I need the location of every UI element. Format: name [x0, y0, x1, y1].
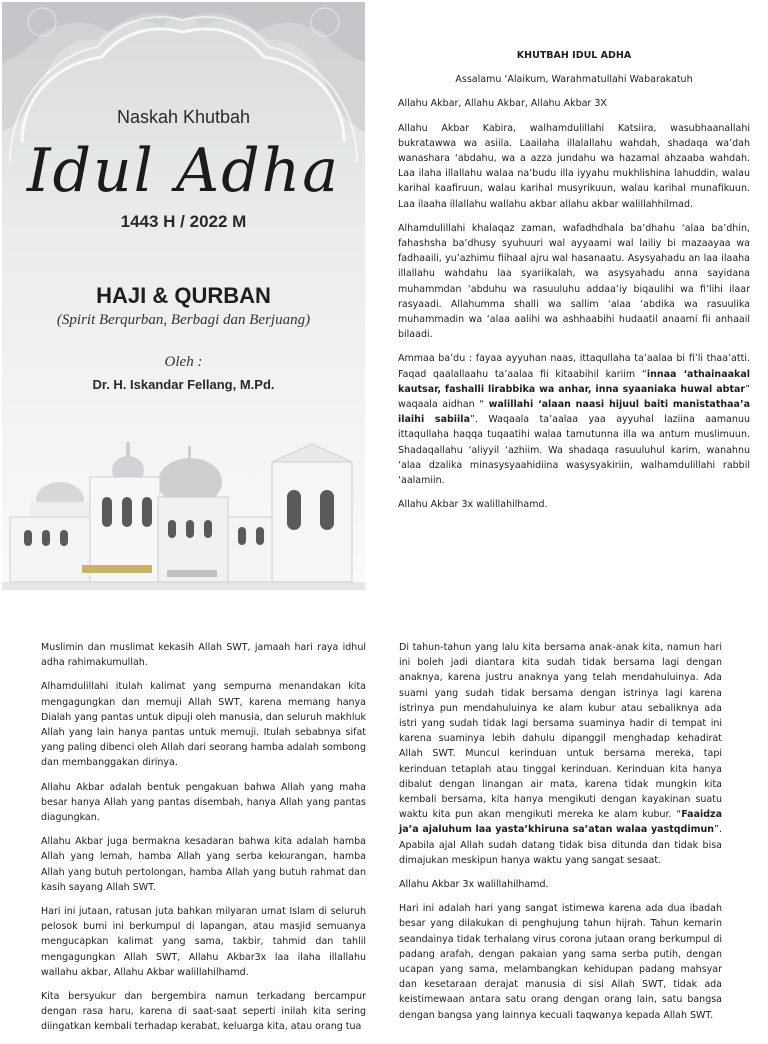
paragraph: Alhamdulillahi itulah kalimat yang sempurna menandakan kita mengagungkan dan memuji Allah SWT, karena memang hanya Dialah yang pantas untuk dipuji oleh manusia, dan seluruh makhluk Allah yang lain hanya pantas untuk memuji. Itulah sebabnya sifat yang paling dibenci oleh Allah dari seorang hamba adalah sombong dan membanggakan dirinya.	[41, 681, 366, 769]
takbir-line: Allahu Akbar, Allahu Akbar, Allahu Akbar 3X	[398, 98, 607, 110]
quote-bold: walillahi ‘alaan naasi hijuul baiti manistathaa’a ilaihi sabiila	[398, 399, 750, 426]
cover-title: Idul Adha	[26, 136, 341, 206]
paragraph: Muslimin dan muslimat kekasih Allah SWT, jamaah hari raya idhul adha rahimakumullah.	[41, 642, 366, 669]
paragraph	[398, 351, 750, 488]
text-span: Di tahun-tahun yang lalu kita bersama anak-anak kita, namun hari ini boleh jadi diantara kita sudah tidak bersama lagi dengan anaknya, karena justru anaknya yang telah mendahuluinya. Ada suami yang sudah tidak bersama dengan istrinya lagi karena istrinya pun mendahuluinya ke alam kubur atau sebaliknya ada istri yang sudah tidak lagi bersama suaminya hadir di tempat ini karena suaminya lebih dahulu dipanggil menghadap kehadirat Allah SWT. Muncul kerinduan untuk bersama mereka, tapi kerinduan tetaplah atau tinggal kerinduan. Kerinduan kita hanya dibalut dengan linangan air mata, karena tidak mungkin kita kembali bersama, kita hanya mengikuti dengan kayakinan suatu waktu kita pun akan mengikuti mereka ke alam kubur. “	[399, 642, 722, 821]
paragraph: Allahu Akbar Kabira, walhamdulillahi Katsiira, wasubhaanallahi bukratawwa wa asiila. Laailaha illalallahu wahdah, shadaqa wa’dah wanashara ‘abdahu, wa a azza jundahu wa hazamal ahzaaba wahdah. Laa ilaha illallahu walaa na’budu illa iyyahu mukhlishina lahuddin, walau karihal kaafiruun, walau karihal musyrikuun, walau karihal munafikuun. Laa ilaaha illallahu wallahu akbar allahu akbar walillahhilmad.	[398, 122, 750, 210]
cover-by-label: Oleh :	[164, 354, 203, 370]
sermon-page-1	[398, 48, 750, 521]
text-span: ”. Waqaala ta’aalaa yaa ayyuhal laziina aamanuu ittaqullaha haqqa tuqaatihi walaa tamutunna illa wa antum muslimuun. Shadaqallahu ‘aliyyil ‘azhiim. Wa shadaqa rasuuluhul karim, wanahnu ‘alaa dzalika minasysyaahidiina wasysyakiriin, walhamdulillahi rabbil ‘aalamiin.	[398, 414, 750, 487]
sermon-title: KHUTBAH IDUL ADHA	[516, 50, 632, 61]
sermon-page-3	[399, 640, 722, 1032]
paragraph: Hari ini jutaan, ratusan juta bahkan milyaran umat Islam di seluruh pelosok bumi ini berkumpul di lapangan, atau masjid semuanya mengucapkan kalimat yang sama, takbir, tahmid dan tahlil mengagungkan Allah SWT, Allahu Akbar3x laa ilaha illallahu wallahu akbar, Allahu Akbar walillahilhamd.	[41, 906, 366, 978]
text-span: ”. Apabila ajal Allah sudah datang tidak bisa ditunda dan tidak bisa dimajukan meskipun hanya waktu yang sangat sesaat.	[399, 824, 722, 866]
text-span: Ammaa ba’du : fayaa ayyuhan naas, ittaqullaha ta’aalaa bi fi’li thaa’atti. Faqad qaalallaahu ta’aalaa fii kitaabihil kariim “	[398, 353, 750, 380]
book-cover	[2, 2, 365, 590]
cover-author: Dr. H. Iskandar Fellang, M.Pd.	[92, 377, 275, 392]
text-span: ” waqaala aidhan “	[398, 383, 750, 411]
takbir-line: Allahu Akbar 3x walillahilhamd.	[398, 499, 548, 511]
sermon-page-2	[41, 640, 366, 1044]
cover-subtitle: Naskah Khutbah	[116, 107, 251, 127]
cover-year: 1443 H / 2022 M	[120, 212, 247, 231]
greeting: Assalamu ‘Alaikum, Warahmatullahi Wabarakatuh	[455, 74, 693, 86]
paragraph: Allahu Akbar adalah bentuk pengakuan bahwa Allah yang maha besar hanya Allah yang pantas disembah, hanya Allah yang pantas diagungkan.	[41, 781, 366, 824]
quote-bold: innaa ‘athainaakal kautsar, fashalli lirabbika wa anhar, inna syaaniaka huwal abtar	[398, 368, 750, 395]
cover-theme-subtitle: (Spirit Berqurban, Berbagi dan Berjuang)	[56, 312, 311, 328]
takbir-line: Allahu Akbar 3x walillahilhamd.	[399, 879, 549, 891]
mosque-illustration-icon	[2, 442, 365, 590]
paragraph: Alhamdulillahi khalaqaz zaman, wafadhdhala ba’dhahu ‘alaa ba’dhin, fahashsha ba’dhusy syuhuuri wal ayyaami wal lailiy bi mazaayaa wa fadhaaili, yu’azhimu fiihaal ajru wal hasanaatu. Asysyahadu an laa ilaaha illallahu wahdahu laa syariikalah, wa asysyahadu anna sayidana muhammdan ‘abduhu wa rasuuluhu addaa’iy biqaulihi wa fi’lihi ilaar rasyaadi. Allahumma shalli wa sallim ‘alaa ‘abdika wa rasuulika muhammadin wa ‘alaa aalihi wa ashhaabihi hudaatil anaami fii anhaail bilaadi.	[398, 222, 750, 341]
quote-bold: Faaidza ja’a ajaluhum laa yasta’khiruna sa’atan walaa yastqdimun	[399, 809, 722, 836]
paragraph: Allahu Akbar juga bermakna kesadaran bahwa kita adalah hamba Allah yang lemah, hamba Allah yang serba kekurangan, hamba Allah yang butuh pertolongan, hamba Allah yang butuh rahmat dan kasih sayang Allah SWT.	[41, 836, 366, 893]
cover-theme: HAJI & QURBAN	[96, 283, 271, 308]
paragraph: Kita bersyukur dan bergembira namun terkadang bercampur dengan rasa haru, karena di saat-saat seperti inilah kita sering diingatkan kembali terhadap kerabat, keluarga kita, atau orang tua	[41, 991, 366, 1033]
paragraph	[399, 640, 722, 868]
paragraph: Hari ini adalah hari yang sangat istimewa karena ada dua ibadah besar yang dilakukan di penghujung tahun hijrah. Tahun kemarin seandainya tidak terhalang virus corona jutaan orang berkumpul di padang arafah, dengan pakaian yang sama serba putih, dengan ucapan yang sama, melambangkan kehidupan padang mahsyar dan kesetaraan derajat manusia di sisi Allah SWT, tidak ada keistimewaan antara satu orang dengan orang lain, satu bangsa dengan bangsa yang lainnya kecuali taqwanya kepada Allah SWT.	[399, 903, 722, 1021]
